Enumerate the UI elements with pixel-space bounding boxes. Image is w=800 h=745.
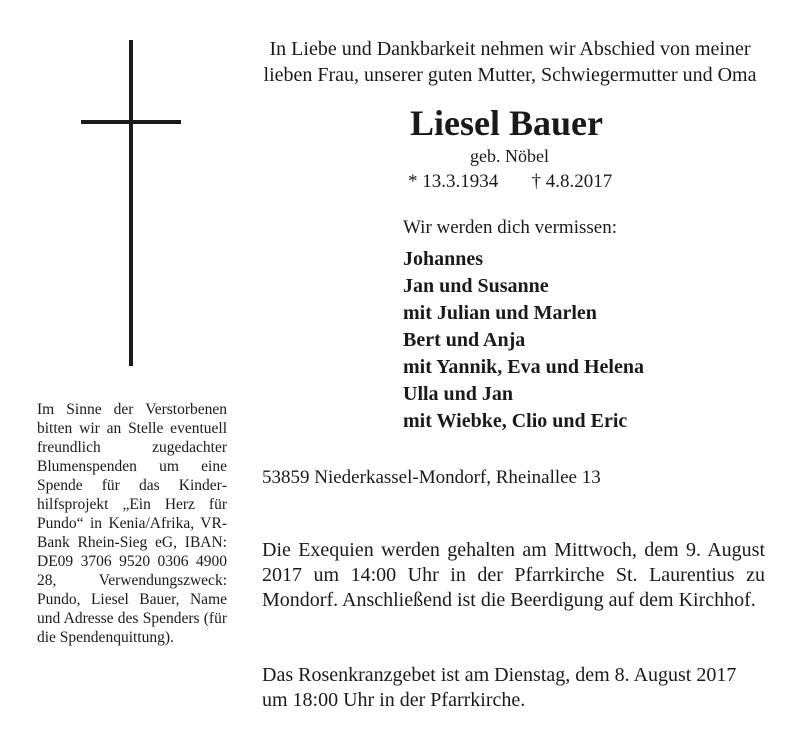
family-line: Jan und Susanne xyxy=(403,275,549,297)
family-line: mit Julian und Marlen xyxy=(403,302,597,324)
donation-note: Im Sinne der Verstorbenen bitten wir an Stelle eventuell freundlich zugedachter Blumenspenden um eine Spende für das Kinderhilfsprojekt „Ein Herz für Pundo“ in Kenia/Afrika, VR-Bank Rhein-Sieg eG, IBAN: DE09 3706 9520 0306 4900 28, Verwendungszweck: Pundo, Liesel Bauer, Name und Adresse des Spenders (für die Spendenquittung). xyxy=(37,401,227,646)
family-line: mit Wiebke, Clio und Eric xyxy=(403,410,628,432)
rosary-text: Das Rosenkranzgebet ist am Dienstag, dem 8. August 2017 um 18:00 Uhr in der Pfarrkirche. xyxy=(262,664,737,711)
miss-text: Wir werden dich vermissen: xyxy=(403,217,617,238)
family-line: Bert und Anja xyxy=(403,329,526,351)
deceased-name: Liesel Bauer xyxy=(410,103,603,143)
family-list xyxy=(403,246,644,435)
birth-date: * 13.3.1934 xyxy=(408,171,499,192)
family-line: Johannes xyxy=(403,248,484,270)
family-line: Ulla und Jan xyxy=(403,383,514,405)
death-date: † 4.8.2017 xyxy=(531,171,613,192)
family-line: mit Yannik, Eva und Helena xyxy=(403,356,644,378)
cross-horizontal-bar xyxy=(81,120,181,124)
cross-vertical-bar xyxy=(129,40,133,366)
funeral-service-text: Die Exequien werden gehalten am Mittwoch, dem 9. August 2017 um 14:00 Uhr in der Pfarrkirche St. Laurentius zu Mondorf. Anschließend ist die Beerdigung auf dem Kirchhof. xyxy=(262,539,765,611)
maiden-name: geb. Nöbel xyxy=(470,146,549,166)
life-dates xyxy=(408,170,612,194)
address: 53859 Niederkassel-Mondorf, Rheinallee 13 xyxy=(262,467,601,488)
intro-text: In Liebe und Dankbarkeit nehmen wir Abschied von meiner lieben Frau, unserer guten Mutter, Schwiegermutter und Oma xyxy=(263,38,757,86)
